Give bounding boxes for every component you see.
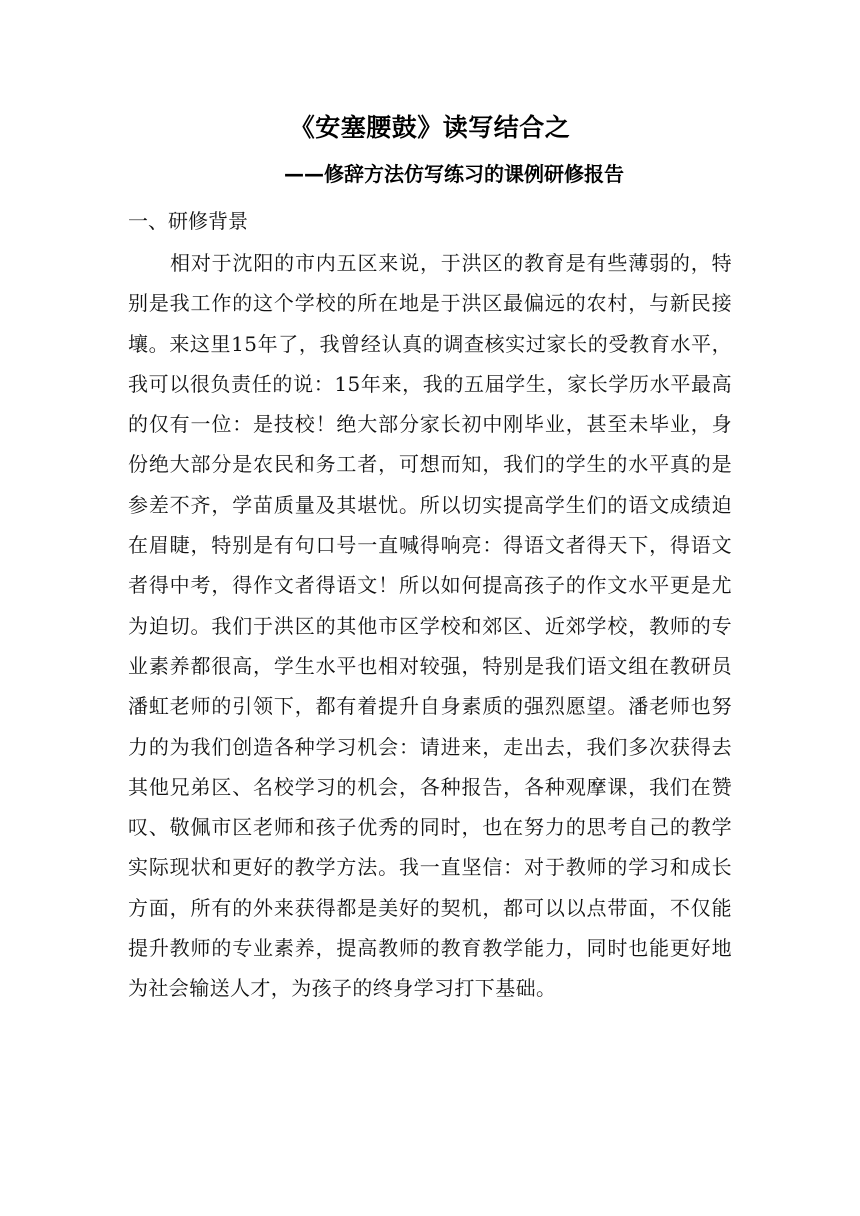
section-heading: 一、研修背景: [128, 209, 248, 233]
document-title: 《安塞腰鼓》读写结合之: [289, 113, 571, 142]
document-subtitle: ——修辞方法仿写练习的课例研修报告: [284, 162, 624, 186]
body-paragraph: 相对于沈阳的市内五区来说，于洪区的教育是有些薄弱的，特别是我工作的这个学校的所在地是于洪区最偏远的农村，与新民接壤。来这里15年了，我曾经认真的调查核实过家长的受教育水平，我可以很负责任的说：15年来，我的五届学生，家长学历水平最高的仅有一位：是技校！绝大部分家长初中刚毕业，甚至未毕业，身份绝大部分是农民和务工者，可想而知，我们的学生的水平真的是参差不齐，学苗质量及其堪忧。所以切实提高学生们的语文成绩迫在眉睫，特别是有句口号一直喊得响亮：得语文者得天下，得语文者得中考，得作文者得语文！所以如何提高孩子的作文水平更是尤为迫切。我们于洪区的其他市区学校和郊区、近郊学校，教师的专业素养都很高，学生水平也相对较强，特别是我们语文组在教研员潘虹老师的引领下，都有着提升自身素质的强烈愿望。潘老师也努力的为我们创造各种学习机会：请进来，走出去，我们多次获得去其他兄弟区、名校学习的机会，各种报告，各种观摩课，我们在赞叹、敬佩市区老师和孩子优秀的同时，也在努力的思考自己的教学实际现状和更好的教学方法。我一直坚信：对于教师的学习和成长方面，所有的外来获得都是美好的契机，都可以以点带面，不仅能提升教师的专业素养，提高教师的教育教学能力，同时也能更好地为社会输送人才，为孩子的终身学习打下基础。: [128, 251, 732, 1001]
